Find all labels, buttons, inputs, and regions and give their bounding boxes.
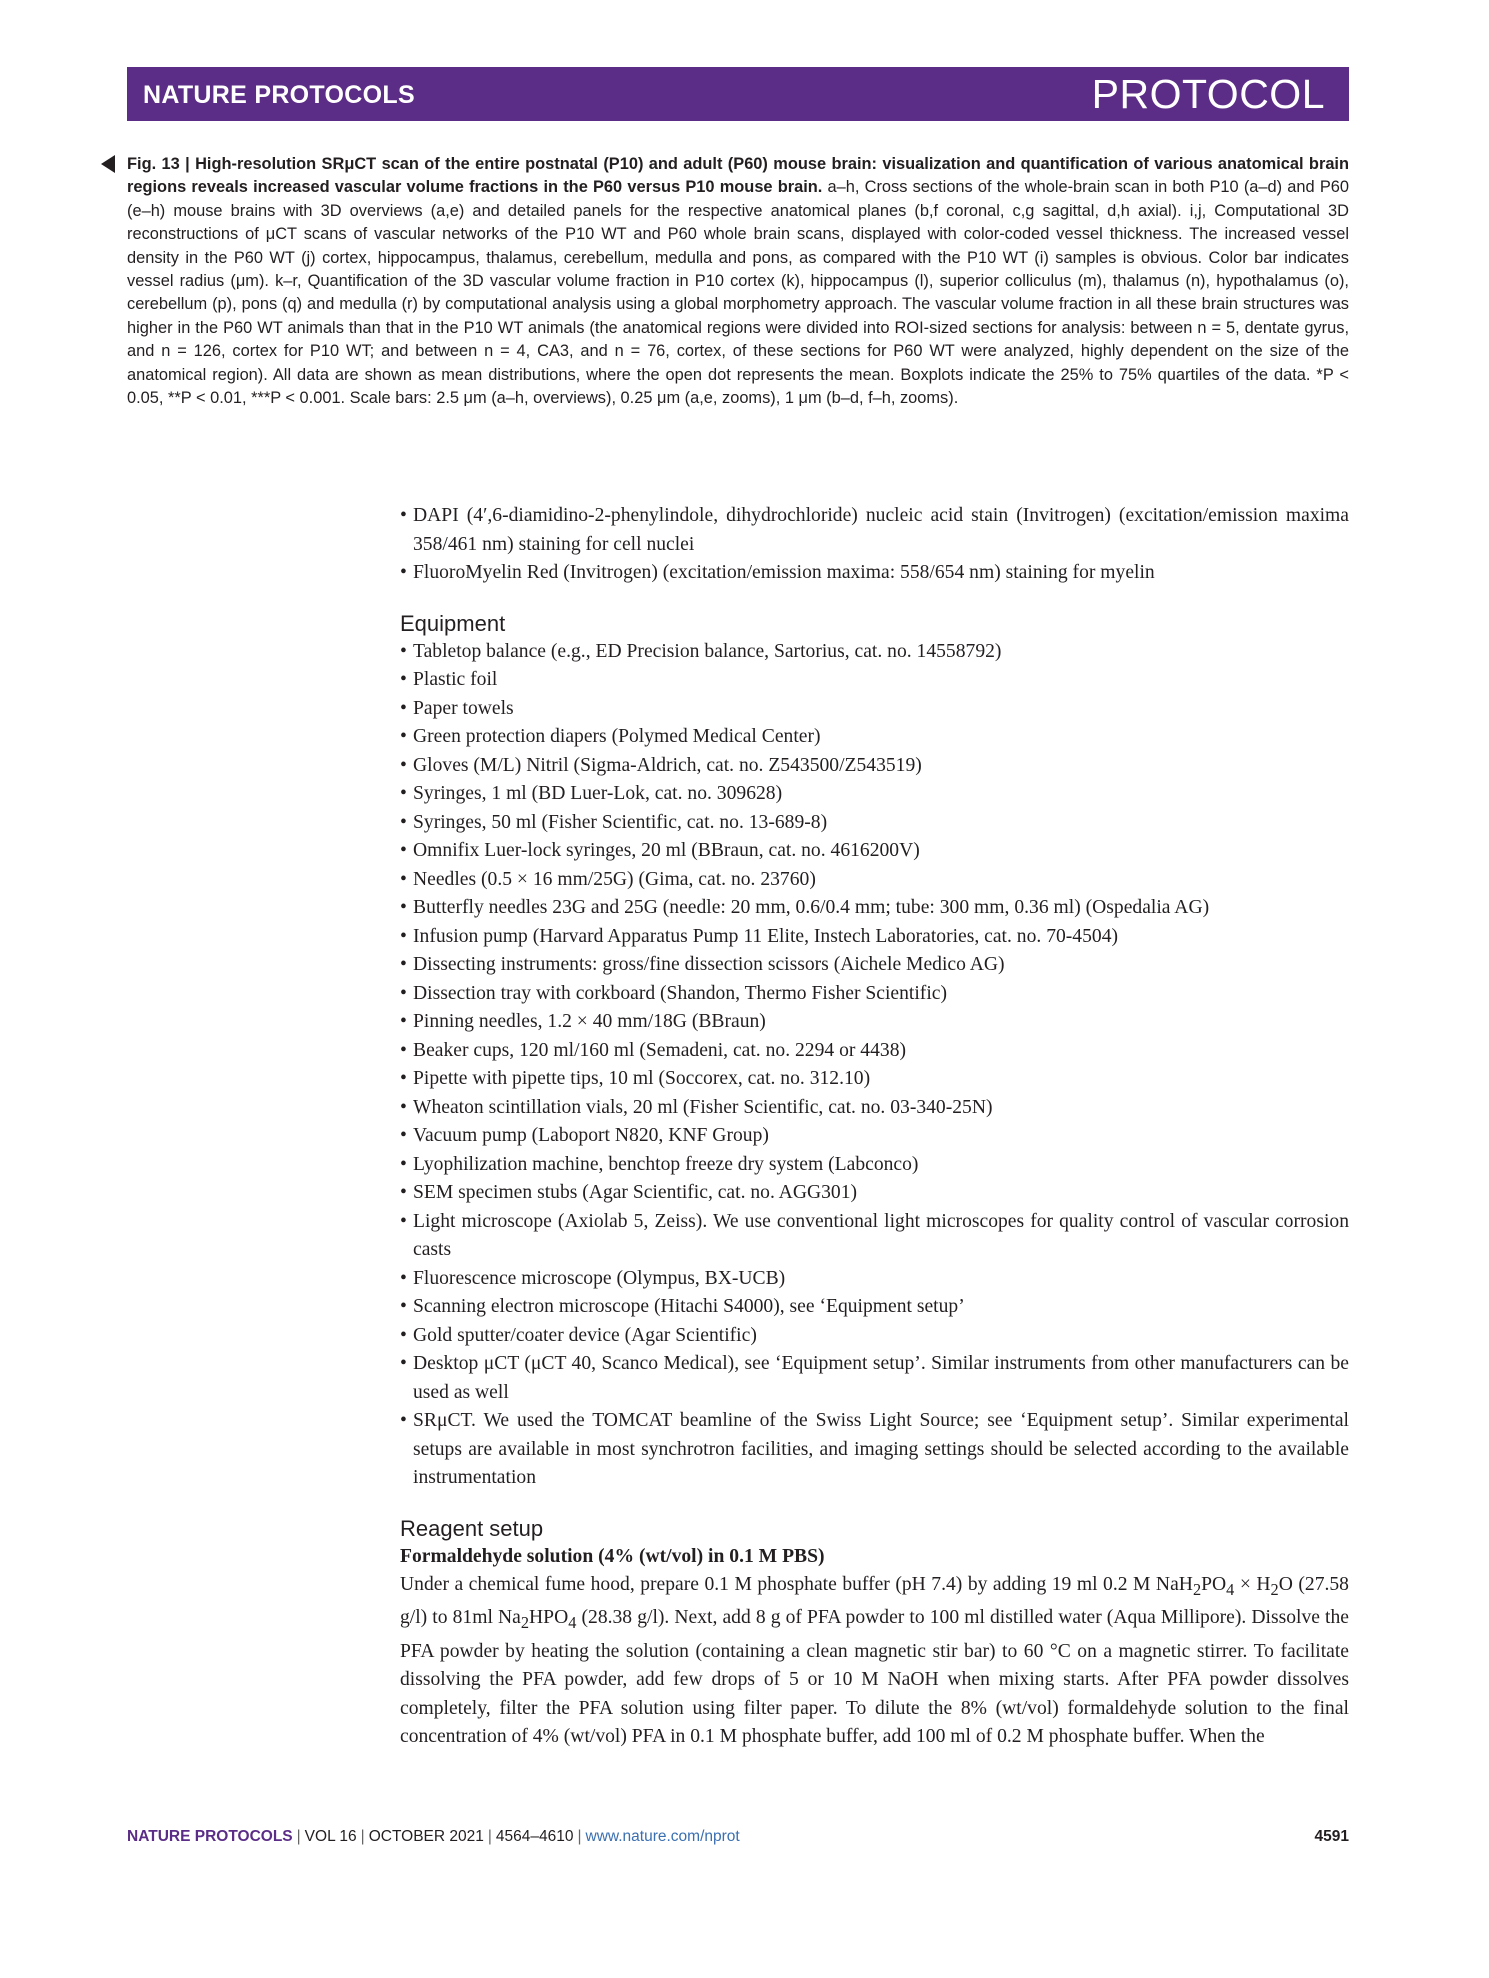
reagent-setup-heading: Reagent setup <box>400 1515 544 1541</box>
list-item: • Paper towels <box>400 697 514 719</box>
list-item: • Pinning needles, 1.2 × 40 mm/18G (BBraun) <box>400 1011 766 1032</box>
list-item: • Green protection diapers (Polymed Medical Center) <box>400 726 821 747</box>
page-number: 4591 <box>1314 1828 1349 1845</box>
footer-pages: 4564–4610 <box>495 1828 574 1845</box>
list-item: • Dissecting instruments: gross/fine dissection scissors (Aichele Medico AG) <box>400 954 1005 975</box>
journal-name: NATURE PROTOCOLS <box>143 81 415 109</box>
caption-arrow-icon <box>101 155 115 173</box>
list-item: • Omnifix Luer-lock syringes, 20 ml (BBraun, cat. no. 4616200V) <box>400 840 920 861</box>
list-item: • SEM specimen stubs (Agar Scientific, cat. no. AGG301) <box>400 1182 858 1203</box>
caption-label: Fig. 13 | <box>127 155 190 173</box>
footer-date: OCTOBER 2021 <box>368 1828 484 1845</box>
page-footer: NATURE PROTOCOLS | VOL 16 | OCTOBER 2021 | 4564–4610 | www.nature.com/nprot 4591 <box>127 1828 1349 1845</box>
list-item: • SRμCT. We used the TOMCAT beamline of the Swiss Light Source; see ‘Equipment setup’. Similar experimental setups are available in most synchrotron facilities, and imaging settings should be selected according to the available instrumentation <box>400 1410 1349 1488</box>
caption-body: a–h, Cross sections of the whole-brain scan in both P10 (a–d) and P60 (e–h) mouse brains with 3D overviews (a,e) and detailed panels for the respective anatomical planes (b,f coronal, c,g sagittal, d,h axial). i,j, Computational 3D reconstructions of μCT scans of vascular networks of the P10 WT and P60 whole brain scans, displayed with color-coded vessel thickness. The increased vessel density in the P60 WT (j) cortex, hippocampus, thalamus, cerebellum, medulla and pons, as compared with the P10 WT (i) samples is obvious. Color bar indicates vessel radius (μm). k–r, Quantification of the 3D vascular volume fraction in P10 cortex (k), hippocampus (l), superior colliculus (m), thalamus (n), hypothalamus (o), cerebellum (p), pons (q) and medulla (r) by computational analysis using a global morphometry approach. The vascular volume fraction in all these brain structures was higher in the P60 WT animals than that in the P10 WT animals (the anatomical regions were divided into ROI-sized sections for analysis: between n = 5, dentate gyrus, and n = 126, cortex for P10 WT; and between n = 4, CA3, and n = 76, cortex, of these sections for P60 WT were analyzed, highly dependent on the size of the anatomical region). All data are shown as mean distributions, where the open dot represents the mean. Boxplots indicate the 25% to 75% quartiles of the data. *P < 0.05, **P < 0.01, ***P < 0.001. Scale bars: 2.5 μm (a–h, overviews), 0.25 μm (a,e, zooms), 1 μm (b–d, f–h, zooms). <box>127 178 1349 408</box>
list-item: • Infusion pump (Harvard Apparatus Pump 11 Elite, Instech Laboratories, cat. no. 70-4504) <box>400 925 1119 947</box>
list-item: • Scanning electron microscope (Hitachi S4000), see ‘Equipment setup’ <box>400 1296 965 1317</box>
list-item: • Desktop μCT (μCT 40, Scanco Medical), see ‘Equipment setup’. Similar instruments from other manufacturers can be used as well <box>400 1353 1349 1403</box>
list-item: • DAPI (4′,6-diamidino-2-phenylindole, dihydrochloride) nucleic acid stain (Invitrogen) (excitation/emission maxima 358/461 nm) staining for cell nuclei <box>400 505 1349 555</box>
list-item: • Butterfly needles 23G and 25G (needle: 20 mm, 0.6/0.4 mm; tube: 300 mm, 0.36 ml) (Ospedalia AG) <box>400 897 1210 918</box>
list-item: • Tabletop balance (e.g., ED Precision balance, Sartorius, cat. no. 14558792) <box>400 640 1002 662</box>
list-item: • Plastic foil <box>400 669 498 690</box>
main-text <box>400 502 1349 1752</box>
equipment-list <box>400 638 1349 1493</box>
equipment-heading: Equipment <box>400 610 506 636</box>
stain-list <box>400 502 1349 588</box>
list-item: • Light microscope (Axiolab 5, Zeiss). We use conventional light microscopes for quality control of vascular corrosion casts <box>400 1210 1349 1260</box>
list-item: • Gloves (M/L) Nitril (Sigma-Aldrich, cat. no. Z543500/Z543519) <box>400 754 922 776</box>
footer-volume: VOL 16 <box>304 1828 357 1845</box>
footer-url[interactable]: www.nature.com/nprot <box>585 1828 740 1845</box>
list-item: • Lyophilization machine, benchtop freeze dry system (Labconco) <box>400 1153 919 1175</box>
list-item: • Wheaton scintillation vials, 20 ml (Fisher Scientific, cat. no. 03-340-25N) <box>400 1096 993 1118</box>
figure-caption <box>127 153 1349 410</box>
list-item: • Needles (0.5 × 16 mm/25G) (Gima, cat. no. 23760) <box>400 868 816 890</box>
footer-journal: NATURE PROTOCOLS <box>127 1828 293 1845</box>
list-item: • Dissection tray with corkboard (Shandon, Thermo Fisher Scientific) <box>400 982 947 1004</box>
formaldehyde-paragraph: Under a chemical fume hood, prepare 0.1 M phosphate buffer (pH 7.4) by adding 19 ml 0.2 M $NaH_2PO_4 \times H_2O$ (27.58 g/l) to 81ml $Na_2HPO_4$ (28.38 g/l). Next, add 8 g of PFA powder to 100 ml distilled water (Aqua Millipore). Dissolve the PFA powder by heating the solution (containing a clean magnetic stir bar) to 60 °C on a magnetic stirrer. To facilitate dissolving the PFA powder, add few drops of 5 or 10 M NaOH when mixing starts. After PFA powder dissolves completely, filter the PFA solution using filter paper. To dilute the 8% (wt/vol) formaldehyde solution to the final concentration of 4% (wt/vol) PFA in 0.1 M phosphate buffer, add 100 ml of 0.2 M phosphate buffer. When the <box>400 1574 1349 1748</box>
article-type: PROTOCOL <box>1091 71 1325 117</box>
list-item: • Vacuum pump (Laboport N820, KNF Group) <box>400 1125 769 1146</box>
list-item: • Fluorescence microscope (Olympus, BX-UCB) <box>400 1267 786 1289</box>
list-item: • Syringes, 50 ml (Fisher Scientific, cat. no. 13-689-8) <box>400 811 828 833</box>
list-item: • Syringes, 1 ml (BD Luer-Lok, cat. no. 309628) <box>400 783 783 804</box>
caption-title: High-resolution SRμCT scan of the entire postnatal (P10) and adult (P60) mouse brain: visualization and quantification of various anatomical brain regions reveals increased vascular volume fractions in the P60 versus P10 mouse brain. <box>127 155 1350 197</box>
list-item: • Beaker cups, 120 ml/160 ml (Semadeni, cat. no. 2294 or 4438) <box>400 1039 907 1061</box>
list-item: • Gold sputter/coater device (Agar Scientific) <box>400 1324 757 1346</box>
list-item: • Pipette with pipette tips, 10 ml (Soccorex, cat. no. 312.10) <box>400 1068 871 1089</box>
journal-banner <box>127 67 1349 121</box>
list-item: • FluoroMyelin Red (Invitrogen) (excitation/emission maxima: 558/654 nm) staining for myelin <box>400 562 1155 583</box>
formaldehyde-subheading: Formaldehyde solution (4% (wt/vol) in 0.1 M PBS) <box>400 1545 825 1567</box>
